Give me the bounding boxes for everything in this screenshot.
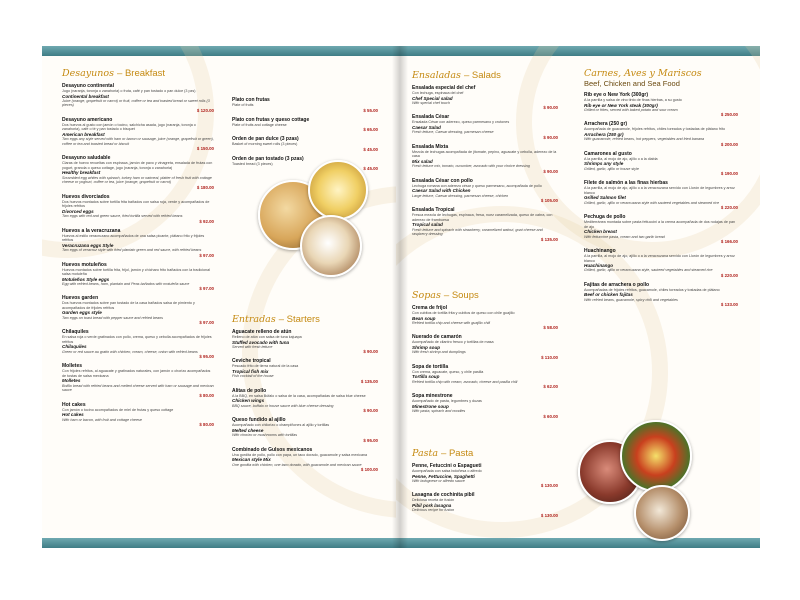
item-name: Nuerado de camarón	[412, 334, 462, 341]
section-title-pasta	[412, 448, 558, 459]
item-description: Lechuga romana con aderezo césar y queso parmesano, acompañada de pollo	[412, 183, 542, 188]
item-description: A la parrilla, al mojo de ajo, ajillo o a la veracruzana servido con Llorón de legumbres y arroz blanco	[584, 254, 735, 263]
item-name-english: Hot cakes	[62, 412, 84, 418]
item-description: Con frijoles refritos, al aguacate y gratinados naturales, con jamón o chorizo acompañados de tostas de salsa mexicana	[62, 369, 211, 378]
item-price: $ 97.00	[199, 252, 214, 258]
item-name-english: Grilled Salmon filet	[584, 195, 626, 201]
item-price: $ 45.00	[363, 146, 378, 152]
menu-item	[584, 248, 738, 278]
item-description: Con jamón o tocino acompañados de miel de frutas y queso cottage	[62, 407, 174, 412]
item-name-english: Continental breakfast	[62, 93, 109, 99]
item-description: Acompañada de guacamole, frijoles refritos, chiles toreados y tostadas de plátano frito	[584, 127, 726, 132]
menu-item	[62, 194, 214, 224]
item-price: $ 97.00	[199, 286, 214, 292]
menu-item	[412, 178, 558, 203]
item-price: $ 130.00	[540, 483, 558, 489]
item-name: Desayuno saludable	[62, 155, 111, 162]
item-description: Con lechuga, espinaca del chef	[412, 91, 464, 95]
section-title-salads	[412, 70, 558, 81]
menu-item	[62, 402, 214, 427]
item-price: $ 200.00	[720, 141, 738, 147]
menu-item	[62, 262, 214, 292]
title-spanish: Entradas	[232, 314, 276, 325]
item-name: Camarones al gusto	[584, 150, 632, 157]
item-description-english: With ham or bacon, with fruit and cottage cheese	[62, 417, 142, 422]
menu-item	[412, 364, 558, 389]
item-name: Rib eye o New York (300gr)	[584, 92, 649, 98]
item-name: Desayuno continental	[62, 83, 114, 89]
item-description-english: Green or red sauce au gratin with chicken, cream, cheese, onion with refried beans	[62, 349, 198, 354]
item-price: $ 110.00	[541, 354, 558, 360]
item-description: Relleno de atún con salsa de tuna kajuapa	[232, 335, 302, 339]
item-name-english: Garden eggs style	[62, 310, 102, 316]
item-description-english: Refried tortilla chip and cheese with guajillo chili	[412, 320, 491, 325]
item-name: Molletes	[62, 363, 83, 370]
item-name-english: Shrimps any style	[584, 161, 624, 167]
menu-item	[412, 305, 558, 330]
title-spanish: Pasta	[412, 448, 438, 459]
item-price: $ 250.00	[720, 112, 738, 118]
item-price: $ 90.00	[363, 408, 378, 414]
title-spanish: Sopas	[412, 290, 441, 301]
menu-item	[232, 329, 378, 354]
item-description-english: Bolillo bread with refried beans and melted cheese served with ham or sausage and mexican sauce	[62, 383, 214, 393]
menu-item	[584, 214, 738, 244]
item-name: Lasagna de cochinita pibil	[412, 492, 475, 499]
item-price: $ 65.00	[363, 127, 378, 132]
item-name-english: Chef Special salad	[412, 95, 453, 101]
item-description: Mediterránea montada sobre pasta fettuccini a la crema acompañada de dos rodajas de pan de ajo	[584, 220, 736, 229]
title-spanish: Desayunos	[62, 68, 114, 79]
item-price: $ 220.00	[720, 272, 738, 278]
item-name-english: Healthy breakfast	[62, 170, 101, 176]
starters-list	[232, 329, 378, 472]
bottom-teal-band	[42, 538, 404, 548]
item-description: Fresca mezcla de lechugas, espinaca, fresa, nuez caramelizada, queso de cabra, con aderezo de frambuesa	[412, 213, 553, 222]
title-english: Beef, Chicken and Sea Food	[584, 79, 680, 88]
item-price: $ 92.00	[199, 218, 214, 224]
item-description-english: With bolognese or alfredo sauce	[412, 478, 465, 483]
menu-item	[232, 97, 378, 113]
item-name: Huachinango	[584, 248, 616, 255]
item-description: Deliciosa receta de fusión	[412, 498, 455, 503]
title-spanish: Carnes, Aves y Mariscos	[584, 68, 702, 79]
item-description: Dos huevos montados sobre pan tostado de la casa bañados salsa de pimiento y acompañados de frijoles refritos	[62, 301, 195, 310]
item-name: Combinado de Gulsos mexicanos	[232, 446, 313, 453]
item-description-english: Served with fresh lettuce	[232, 344, 273, 349]
breakfast-extras	[232, 97, 378, 175]
item-name-english: Caesar Salad	[412, 124, 441, 130]
item-description-english: BBQ sauce, buffalo or house sauce with blue cheese dressing	[232, 403, 334, 408]
item-name: Ensalada especial del chef	[412, 85, 476, 91]
menu-item	[232, 388, 378, 413]
item-name-english: Shrimp soup	[412, 344, 441, 350]
item-description: Mezcla de lechugas acompañada de jitomate, pepino, aguacate y cebolla, aderezo de la casa	[412, 149, 557, 159]
item-name: Queso fundido al ajillo	[232, 417, 286, 424]
item-description-english: Delicious recipe for fusion	[412, 508, 455, 513]
item-description-english: Two eggs on toast bread with pepper sauce and refried beans	[62, 315, 163, 320]
item-description: Plate of fruits	[232, 103, 254, 107]
item-description-english: With refried beans, guacamole, spicy chili and vegetables	[584, 297, 678, 302]
item-description: Acompañado de cilantro fresco y tortillas de masa	[412, 340, 494, 345]
item-price: $ 90.00	[543, 105, 558, 111]
starters-section	[232, 314, 378, 476]
item-price: $ 120.00	[196, 107, 214, 113]
item-name: Huevos divorciados	[62, 193, 110, 200]
item-name: Pechuga de pollo	[584, 214, 626, 221]
item-description-english: Grilled or frites, served with baked potato and sour cream	[584, 107, 678, 112]
menu-item	[412, 492, 558, 517]
item-description-english: Fresh lettuce, Caesar dressing, parmesan cheese	[412, 130, 494, 135]
item-description-english: Two eggs of veracruz style with fried plantain green and red sauce, with refried beans	[62, 248, 202, 253]
title-english: – Soups	[443, 290, 479, 301]
item-description-english: Grilled, garlic, ajillo or veracruzana style with sauteed vegetables and steamed rice	[584, 200, 720, 205]
item-description: Con crema, aguacate, queso, y chile pasilla	[412, 369, 484, 374]
title-english: – Breakfast	[117, 68, 166, 79]
item-name: Penne, Fetuccini o Espagueti	[412, 463, 482, 469]
item-description: A la parrilla, al mojo de ajo, ajillo o a la veracruzana servido con Llorón de legumbres y arroz blanco	[584, 186, 735, 195]
item-description: Acompañada con salsa boloñesa o alfredo	[412, 469, 482, 473]
fruit-yogurt-photo	[300, 215, 362, 277]
item-name-english: Divorced eggs	[62, 208, 94, 214]
item-description-english: With special chef touch	[412, 100, 450, 105]
item-name-english: Chilaquiles	[62, 344, 87, 350]
menu-item	[584, 92, 738, 117]
item-price: $ 62.00	[543, 384, 558, 390]
eggs-photo	[308, 160, 368, 220]
item-price: $ 90.00	[363, 349, 378, 355]
menu-item	[62, 117, 214, 151]
item-description-english: Egg with refried beans, ham, plantain and Peas bañados with motuleña sauce	[62, 281, 190, 286]
menu-item	[232, 117, 378, 133]
item-description-english: Scrambled egg whites with spinach, turkey ham or oatmeal, platter of fresh fruit with cottage cheese or yoghurt, coffee or tea, juice (orange, grapefruit or carrot)	[62, 175, 212, 185]
item-name: Ensalada César	[412, 114, 450, 121]
item-name: Plato con frutas	[232, 97, 270, 103]
item-description-english: With chorizo or mushrooms with tortillas	[232, 433, 298, 438]
item-description: Dos huevos montados sobre tortilla frita bañados con salsa roja, verde y acompañados de frijoles refritos	[62, 199, 210, 209]
item-description: Acompañadas de frijoles refritos, guacamole, chiles toreados y tostadas de plátano	[584, 287, 720, 292]
item-description: Huevos al estilo veracruzano acompañados de una salsa picante, plátano frito y frijoles refritos	[62, 233, 205, 243]
menu-item	[62, 155, 214, 189]
item-description: Con cubitos de tortilla frita y cubitos de queso con chile guajillo	[412, 311, 515, 315]
item-price: $ 100.00	[360, 467, 378, 473]
menu-item	[232, 136, 378, 152]
item-description: En salsa roja o verde gratinados con pollo, crema, queso y cebolla acompañados de frijoles refritos	[62, 335, 212, 344]
item-name-english: Chicken breast	[584, 229, 617, 235]
item-price: $ 80.00	[199, 422, 214, 428]
item-name-english: Mix salad	[412, 158, 433, 164]
item-description-english: One gordita with chicken, one taco dorado, with guacamole and mexican sauce	[232, 462, 362, 467]
meats-list	[584, 92, 738, 307]
menu-item	[62, 228, 214, 258]
item-description-english: With pasta, spinach and noodles	[412, 409, 466, 414]
menu-item	[584, 151, 738, 176]
item-name: Ensalada Mixta	[412, 143, 449, 150]
item-name: Ensalada César con pollo	[412, 177, 473, 184]
item-price: $ 166.00	[720, 239, 738, 245]
item-price: $ 133.00	[720, 302, 738, 308]
item-description: Acompañado con chilorizo o champiñones al ajillo y tortillas	[232, 423, 330, 428]
item-description-english: Two eggs any style served with ham or bacon or sausage, juice (orange, grapefruit or green), coffee or tea and toasted bread or biscuit	[62, 137, 214, 146]
menu-item	[62, 363, 214, 397]
title-english: – Pasta	[441, 448, 474, 459]
item-description: Acompañado de pasta, legumbres y duzas	[412, 399, 482, 404]
item-name: Hot cakes	[62, 401, 86, 408]
section-subtitle-meats	[584, 79, 738, 88]
menu-item	[62, 295, 214, 325]
item-name: Orden de pan dulce (3 pzas)	[232, 136, 299, 142]
item-description: Huevos montados sobre tortilla frita, frijol, jamón y chícharo frito bañados con la tradicional salsa motuleña	[62, 267, 210, 277]
menu-item	[412, 334, 558, 359]
item-description-english: Fresh lettuce and spinach with strawberry, caramelized walnut, goat cheese and raspberry dressing	[412, 227, 543, 237]
menu-item	[412, 207, 558, 241]
item-name: Desayuno americano	[62, 116, 113, 123]
plated-dish-photo	[634, 485, 690, 541]
section-title-meats	[584, 68, 738, 79]
item-name: Filete de salmón a las finas hierbas	[584, 180, 668, 187]
title-english: – Salads	[463, 70, 501, 81]
menu-item	[412, 393, 558, 418]
item-name-english: Minestrone soup	[412, 403, 449, 409]
item-name-english: Chicken wings	[232, 398, 265, 404]
item-name: Orden de pan tostado (3 pzas)	[232, 155, 304, 162]
item-price: $ 135.00	[360, 378, 378, 384]
item-name-english: Bean soup	[412, 315, 436, 321]
item-name-english: Pibil pork lasagna	[412, 502, 452, 508]
item-name: Huevos motuleños	[62, 261, 107, 268]
item-price: $ 97.00	[199, 320, 214, 326]
menu-item	[584, 121, 738, 146]
menu-item	[232, 447, 378, 472]
item-description: Claras de huevo revueltas con espinaca, jamón de pavo y vinagreta, ensalada de frutas con yogurt, granola o queso cottage, jugo (naranja, toronja o zanahoria)	[62, 161, 213, 170]
item-description: A la BBQ, en salsa Búfalo o salsa de la casa, acompañadas de salsa blue cheese	[232, 393, 366, 398]
item-name: Alitas de pollo	[232, 387, 267, 394]
item-name: Huevos garden	[62, 295, 99, 302]
breakfast-extras-list	[232, 97, 378, 171]
item-name: Crema de frijol	[412, 305, 448, 311]
menu-item	[584, 282, 738, 307]
menu-item	[412, 144, 558, 174]
item-name: Sopa minestrone	[412, 393, 453, 400]
item-name-english: American breakfast	[62, 131, 105, 137]
item-name: Ceviche tropical	[232, 358, 271, 365]
item-name-english: Caesar Salad with Chicken	[412, 188, 471, 194]
item-description: Jugo (naranja, toronja o zanahoria) o fruta, café y pan tostado o pan dulce (3 pzs)	[62, 89, 196, 93]
menu-item	[412, 85, 558, 110]
item-name-english: Tropical salad	[412, 222, 443, 228]
item-name-english: Melted cheese	[232, 427, 264, 433]
breakfast-section	[62, 68, 214, 431]
item-price: $ 80.00	[199, 392, 214, 398]
item-price: $ 90.00	[543, 134, 558, 140]
item-description-english: Refried tortilla chip with cream, avocado, cheese and pasilla chili	[412, 379, 518, 384]
item-description-english: With fresh shrimp and dumplings	[412, 350, 466, 355]
item-name: Arrachera (250 gr)	[584, 121, 628, 128]
item-name-english: Penne, Fettuccine, Spaghetti	[412, 473, 475, 479]
item-description: Pescado frito de tierra natural de la casa	[232, 364, 299, 369]
item-description: Plate of fruits and cottage cheese	[232, 122, 287, 127]
item-price: $ 60.00	[543, 413, 558, 419]
section-title-soups	[412, 290, 558, 301]
item-name-english: Molletes	[62, 378, 81, 384]
pasta-section	[412, 448, 558, 522]
item-price: $ 90.00	[543, 168, 558, 174]
title-spanish: Ensaladas	[412, 70, 461, 81]
menu-item	[412, 463, 558, 488]
item-name-english: Rib eye or New York steak (300gr)	[584, 102, 658, 108]
menu-item	[412, 114, 558, 139]
item-name: Fajitas de arrachera o pollo	[584, 281, 650, 288]
item-description: A la parrilla, al mojo de ajo, ajillo o a la diabla	[584, 156, 658, 161]
item-description-english: Large lettuce, Caesar dressing, parmesan cheese, chicken	[412, 193, 509, 198]
item-description-english: Juice (orange, grapefruit or carrot) or fruit, coffee or tea and toasted bread or sweet rolls (3 pieces)	[62, 98, 210, 108]
salad-photo	[620, 420, 692, 492]
item-description: Ensalada César con aderezo, queso parmesano y crutones	[412, 120, 510, 125]
item-name-english: Beef or chicken fajitas	[584, 292, 633, 298]
item-name-english: Arrachera (250 gr)	[584, 131, 624, 137]
soups-list	[412, 305, 558, 419]
item-name: Plato con frutas y queso cottage	[232, 116, 310, 123]
item-price: $ 190.00	[720, 171, 738, 177]
item-price: $ 95.00	[199, 354, 214, 360]
item-description: Una gordita de pollo, pollo con papa, un taco dorado, guacamole y salsa mexicana	[232, 452, 368, 457]
section-title-starters	[232, 314, 378, 325]
item-price: $ 220.00	[720, 205, 738, 211]
item-name-english: Tropical fish mix	[232, 368, 269, 374]
breakfast-list	[62, 83, 214, 427]
meats-section	[584, 68, 738, 311]
salads-list	[412, 85, 558, 242]
menu-item	[232, 417, 378, 442]
item-description-english: Two eggs with red and green sauce, fried tortilla served with refried beans	[62, 214, 183, 219]
item-description-english: Grilled, garlic, ajillo or veracruzana style, sauteed vegetables and steamed rice	[584, 268, 713, 273]
item-description-english: With guacamole, refried beans, hot peppers, vegetables and fried banana	[584, 137, 705, 142]
item-name-english: Motuleños Style eggs	[62, 276, 110, 282]
item-name-english: Mexican style Mix	[232, 457, 271, 463]
item-name: Sopa de tortilla	[412, 363, 449, 370]
item-price: $ 58.00	[543, 325, 558, 331]
item-name: Aguacate relleno de atún	[232, 329, 292, 335]
section-title-breakfast	[62, 68, 214, 79]
bottom-teal-band	[396, 538, 760, 548]
menu-item	[232, 358, 378, 383]
item-price: $ 55.00	[363, 107, 378, 113]
item-price: $ 105.00	[540, 198, 558, 204]
item-price: $ 95.00	[363, 437, 378, 443]
item-description-english: Fish cocktail of the house	[232, 374, 274, 379]
item-name-english: Tortilla soup	[412, 374, 440, 380]
item-description-english: With fettuccine pasta, cream and two garlic bread	[584, 234, 665, 239]
title-english: – Starters	[278, 314, 320, 325]
pasta-list	[412, 463, 558, 518]
item-description-english: Grilled, garlic, ajillo or house style	[584, 166, 639, 171]
menu-item	[62, 83, 214, 113]
item-name-english: Veracruzana eggs Style	[62, 242, 114, 248]
item-description: Basket of morning sweet rolls (3 pieces)	[232, 142, 298, 146]
item-price: $ 150.00	[196, 146, 214, 152]
item-price: $ 130.00	[540, 512, 558, 518]
item-price: $ 45.00	[363, 166, 378, 171]
menu-item	[62, 329, 214, 359]
soups-section	[412, 290, 558, 423]
item-name-english: Huachinango	[584, 263, 614, 269]
item-price: $ 135.00	[540, 236, 558, 242]
item-description: Toasted bread (3 pieces)	[232, 161, 273, 166]
item-description-english: Fresh lettuce mix, tomato, cucumber, avocado with your choice dressing	[412, 164, 530, 169]
item-name-english: Stuffed avocado with tuna	[232, 339, 290, 345]
item-name: Huevos a la veracruzana	[62, 227, 121, 234]
salads-section	[412, 70, 558, 246]
item-name: Chilaquiles	[62, 329, 89, 336]
item-description: Dos huevos al gusto con jamón o tocino, salchicha asada, jugo (naranja, toronja o zanahoria), café o té y pan tostado o bisquet	[62, 122, 196, 132]
item-description: A la parrilla y salsa de vino tinto de finas hierbas, a su gusto	[584, 98, 682, 102]
item-price: $ 180.00	[196, 184, 214, 190]
item-name: Ensalada Tropical	[412, 207, 455, 214]
menu-item	[584, 180, 738, 210]
